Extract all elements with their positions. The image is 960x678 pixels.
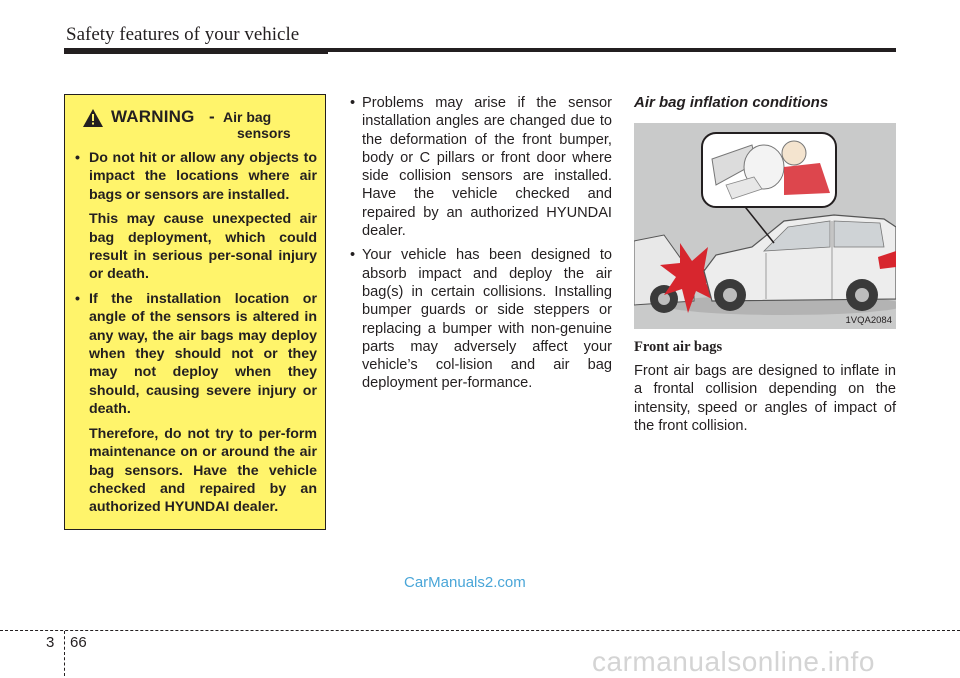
page-number: 66 (70, 634, 87, 651)
warning-dash: - (209, 107, 215, 126)
bullet-paragraph: • Problems may arise if the sensor installation angles are changed due to the deformation of the front bumper, body or C pillars or front door where side collision sensors are installed. Have the vehicle checked and repaired by an authorized HYUNDAI dealer. (346, 94, 612, 240)
warning-item-text: • Do not hit or allow any objects to impact the locations where air bags or sensors are installed. (89, 150, 317, 203)
warning-subject-line2: sensors (237, 125, 291, 141)
warning-item-text: Therefore, do not try to per-form maintenance on or around the air bag sensors. Have the vehicle checked and repaired by an authorized HYUNDAI dealer. (89, 425, 317, 516)
footer-divider (64, 631, 65, 676)
bullet-paragraph: • Your vehicle has been designed to absorb impact and deploy the air bag(s) in certain collisions. Installing bumper guards or side steppers or replacing a bumper with non-genuine parts may adversely affect your vehicle’s col-lision and air bag deployment per-formance. (346, 246, 612, 392)
warning-item-text: • If the installation location or angle of the sensors is altered in any way, the air bags may deploy when they should not or they may not deploy when they should, causing severe injury or death. (89, 290, 317, 418)
warning-heading (75, 107, 317, 149)
warning-list (75, 149, 317, 517)
warning-item (75, 149, 317, 284)
front-collision-illustration (634, 123, 896, 329)
body-paragraph: Front air bags are designed to inflate in a frontal collision depending on the intensity, speed or angles of impact of the front collision. (634, 363, 896, 434)
site-watermark: carmanualsonline.info (592, 646, 875, 677)
footer-rule (0, 630, 960, 631)
right-column (634, 94, 896, 435)
warning-item (75, 290, 317, 517)
figure-code: 1VQA2084 (845, 315, 892, 326)
sub-heading: Front air bags (634, 339, 723, 355)
watermark-link[interactable]: CarManuals2.com (404, 574, 526, 591)
middle-column (346, 94, 612, 399)
collision-illustration-icon (634, 123, 896, 329)
page-header-title: Safety features of your vehicle (66, 24, 300, 45)
warning-box (64, 94, 326, 530)
header-rule-accent (64, 52, 328, 54)
chapter-number: 3 (46, 634, 55, 651)
section-title: Air bag inflation conditions (634, 94, 829, 111)
warning-subject-line1: Air bag (223, 109, 272, 125)
warning-item-text: This may cause unexpected air bag deployment, which could result in serious per-sonal injury or death. (89, 211, 317, 283)
warning-triangle-icon (83, 109, 103, 127)
warning-label: WARNING (111, 107, 195, 126)
